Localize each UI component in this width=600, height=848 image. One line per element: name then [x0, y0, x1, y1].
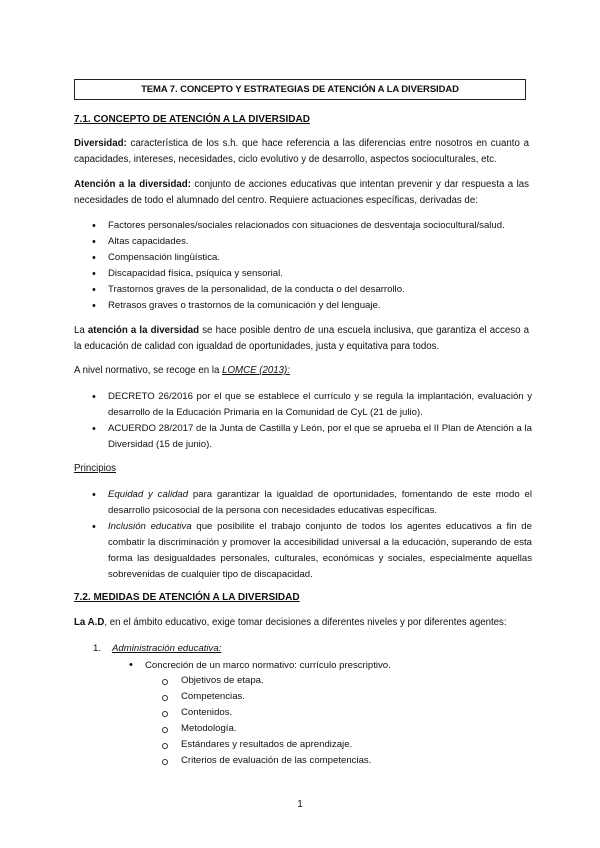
- list-item: • Factores personales/sociales relacionados con situaciones de desventaja sociocultural/salud.: [92, 218, 532, 234]
- list-item: • Altas capacidades.: [92, 234, 532, 250]
- list-item: Estándares y resultados de aprendizaje.: [161, 737, 371, 753]
- principle-term: Equidad y calidad: [108, 489, 189, 500]
- section-heading-7-2: 7.2. MEDIDAS DE ATENCIÓN A LA DIVERSIDAD: [74, 592, 300, 603]
- item-number: 1.: [93, 643, 102, 654]
- section-heading-7-1: 7.1. CONCEPTO DE ATENCIÓN A LA DIVERSIDAD: [74, 114, 310, 125]
- principios-heading: [74, 461, 529, 477]
- paragraph-diversidad: [74, 136, 529, 168]
- text-normativo: A nivel normativo, se recoge en la: [74, 365, 223, 376]
- paragraph-normativo: [74, 363, 529, 379]
- text-inclusive-pre: La: [74, 325, 88, 336]
- list-item: Metodología.: [161, 721, 371, 737]
- list-item: • Retrasos graves o trastornos de la comunicación y del lenguaje.: [92, 298, 532, 314]
- term-ad: La A.D: [74, 617, 105, 628]
- laws-list: [92, 389, 532, 453]
- ordered-item-1: [93, 641, 221, 657]
- principios-label: Principios: [74, 463, 116, 474]
- term-atencion: Atención a la diversidad:: [74, 179, 191, 190]
- term-atencion-diversidad: atención a la diversidad: [87, 325, 200, 336]
- text-diversidad: característica de los s.h. que hace referencia a las diferencias entre nosotros en cuanto a capacidades, intereses, necesidades, ciclo evolutivo y de desarrollo, aspectos socioculturales, etc.: [74, 138, 529, 165]
- list-item: [92, 519, 532, 583]
- list-item: • Trastornos graves de la personalidad, de la conducta o del desarrollo.: [92, 282, 532, 298]
- paragraph-ad: [74, 615, 529, 631]
- sub-item-text: Concreción de un marco normativo: currículo prescriptivo.: [145, 660, 391, 671]
- list-item: [92, 487, 532, 519]
- list-item: Criterios de evaluación de las competencias.: [161, 753, 371, 769]
- text-inclusive: se hace posible dentro de una escuela inclusiva, que garantiza el acceso a la educación de calidad con igualdad de oportunidades, justa y equitativa para todos.: [74, 325, 529, 352]
- paragraph-atencion: [74, 177, 529, 209]
- text-ad: , en el ámbito educativo, exige tomar decisiones a diferentes niveles y por diferentes agentes:: [104, 617, 507, 628]
- principle-text: que posibilite el trabajo conjunto de todos los agentes educativos a fin de combatir la discriminación y promover la accesibilidad universal a la educación, superando de esta forma las desigualdades personales, culturales, económicas y sociales, especialmente aquellas sobrevenidas de cualquier tipo de discapacidad.: [108, 521, 532, 580]
- page-number: 1: [297, 799, 303, 810]
- list-item: • Discapacidad física, psíquica y sensorial.: [92, 266, 532, 282]
- list-item: Objetivos de etapa.: [161, 673, 371, 689]
- principle-term: Inclusión educativa: [108, 521, 192, 532]
- principles-list: [92, 487, 532, 583]
- list-item: Contenidos.: [161, 705, 371, 721]
- item-label: Administración educativa:: [112, 643, 222, 654]
- factors-list: [92, 218, 532, 314]
- text-atencion: conjunto de acciones educativas que intentan prevenir y dar respuesta a las necesidades de todo el alumnado del centro. Requiere actuaciones específicas, derivadas de:: [74, 179, 529, 206]
- list-item: • DECRETO 26/2016 por el que se establece el currículo y se regula la implantación, evaluación y desarrollo de la Educación Primaria en la Comunidad de CyL (21 de julio).: [92, 389, 532, 421]
- principle-text: para garantizar la igualdad de oportunidades, fomentando de este modo el desarrollo psicosocial de la persona con necesidades educativas específicas.: [108, 489, 532, 516]
- list-item: • Compensación lingüística.: [92, 250, 532, 266]
- list-item: Competencias.: [161, 689, 371, 705]
- paragraph-inclusive: [74, 323, 529, 355]
- bullet-icon: •: [129, 659, 133, 671]
- list-item: • ACUERDO 28/2017 de la Junta de Castilla y León, por el que se aprueba el II Plan de Atención a la Diversidad (15 de junio).: [92, 421, 532, 453]
- curriculum-elements-list: [161, 673, 371, 769]
- term-diversidad: Diversidad:: [74, 138, 127, 149]
- sub-item: [129, 657, 391, 674]
- law-lomce: LOMCE (2013):: [222, 365, 290, 376]
- document-title: TEMA 7. CONCEPTO Y ESTRATEGIAS DE ATENCIÓN A LA DIVERSIDAD: [74, 79, 526, 100]
